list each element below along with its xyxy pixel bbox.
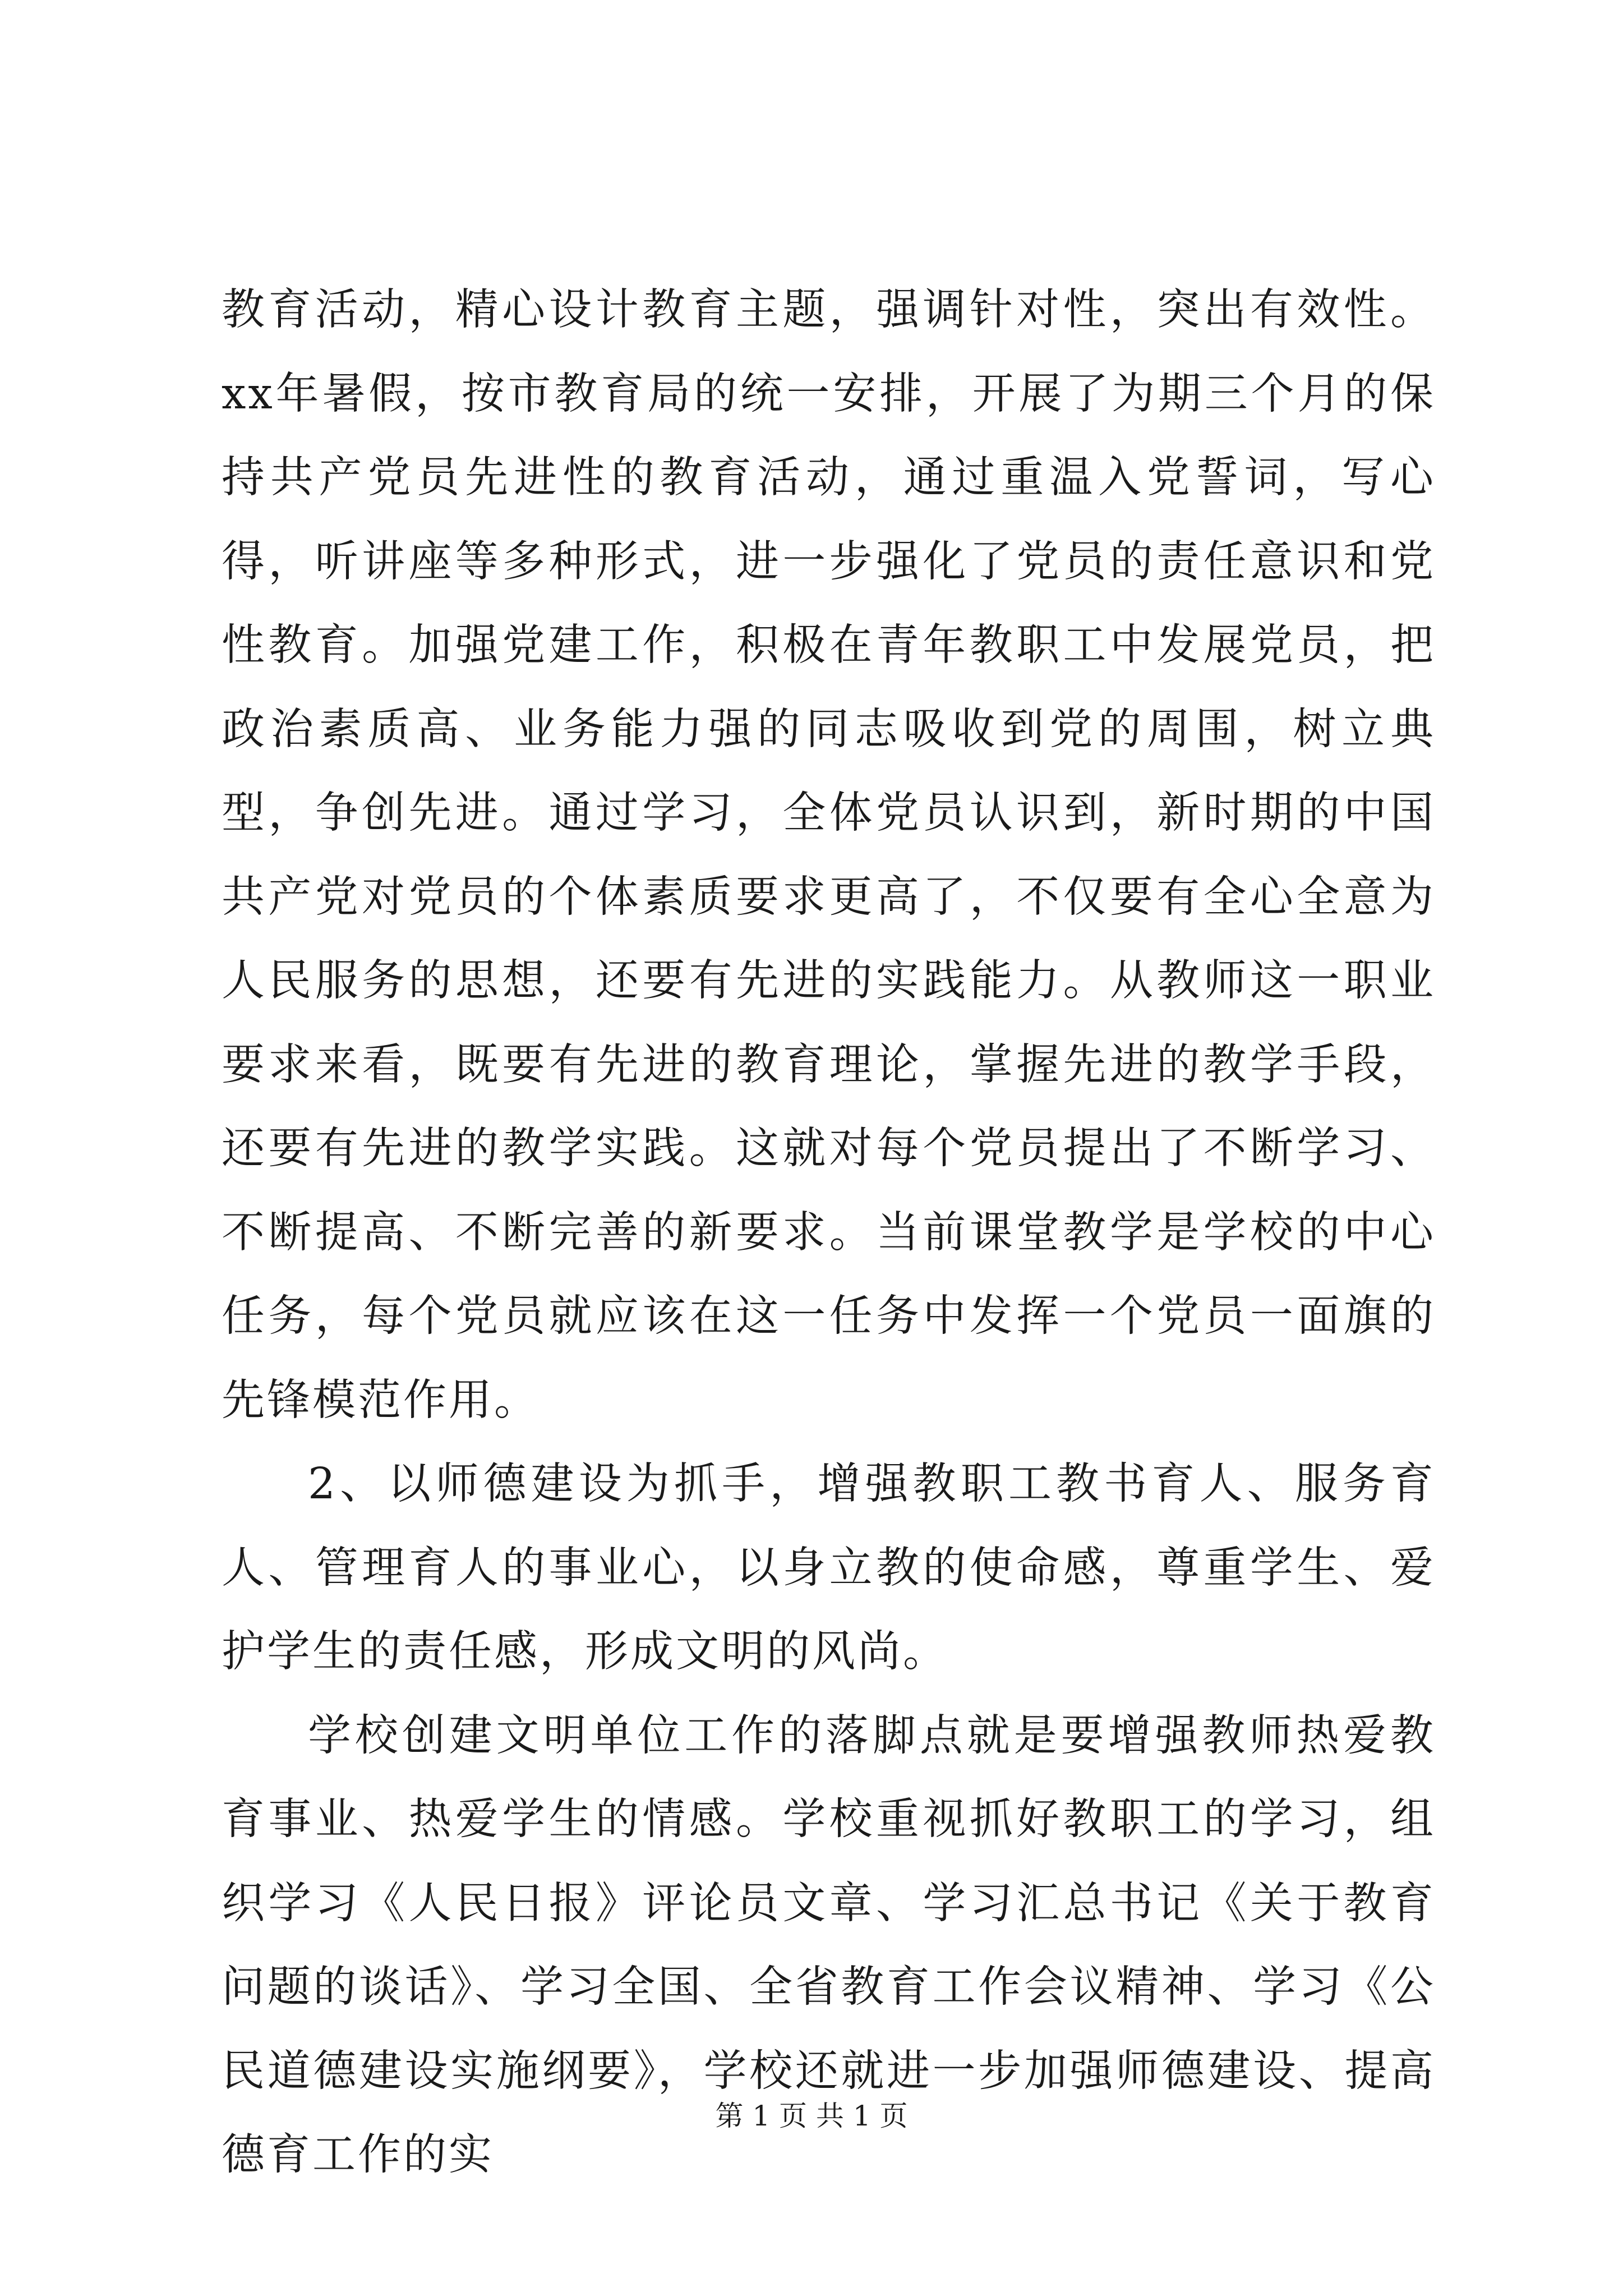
document-body bbox=[222, 268, 1436, 2197]
page-footer: 第 1 页 共 1 页 bbox=[715, 2100, 908, 2132]
paragraph-section-2: 2、以师德建设为抓手，增强教职工教书育人、服务育人、管理育人的事业心，以身立教的使命感，尊重学生、爱护学生的责任感，形成文明的风尚。 bbox=[222, 1459, 1436, 1677]
paragraph-civilization-unit: 学校创建文明单位工作的落脚点就是要增强教师热爱教育事业、热爱学生的情感。学校重视抓好教职工的学习，组织学习《人民日报》评论员文章、学习汇总书记《关于教育问题的谈话》、学习全国、全省教育工作会议精神、学习《公民道德建设实施纲要》，学校还就进一步加强师德建设、提高德育工作的实 bbox=[222, 1710, 1436, 2180]
paragraph-continuation: 教育活动，精心设计教育主题，强调针对性，突出有效性。xx年暑假，按市教育局的统一安排，开展了为期三个月的保持共产党员先进性的教育活动，通过重温入党誓词，写心得，听讲座等多种形式，进一步强化了党员的责任意识和党性教育。加强党建工作，积极在青年教职工中发展党员，把政治素质高、业务能力强的同志吸收到党的周围，树立典型，争创先进。通过学习，全体党员认识到，新时期的中国共产党对党员的个体素质要求更高了，不仅要有全心全意为人民服务的思想，还要有先进的实践能力。从教师这一职业要求来看，既要有先进的教育理论，掌握先进的教学手段，还要有先进的教学实践。这就对每个党员提出了不断学习、不断提高、不断完善的新要求。当前课堂教学是学校的中心任务，每个党员就应该在这一任务中发挥一个党员一面旗的先锋模范作用。 bbox=[222, 285, 1436, 1425]
